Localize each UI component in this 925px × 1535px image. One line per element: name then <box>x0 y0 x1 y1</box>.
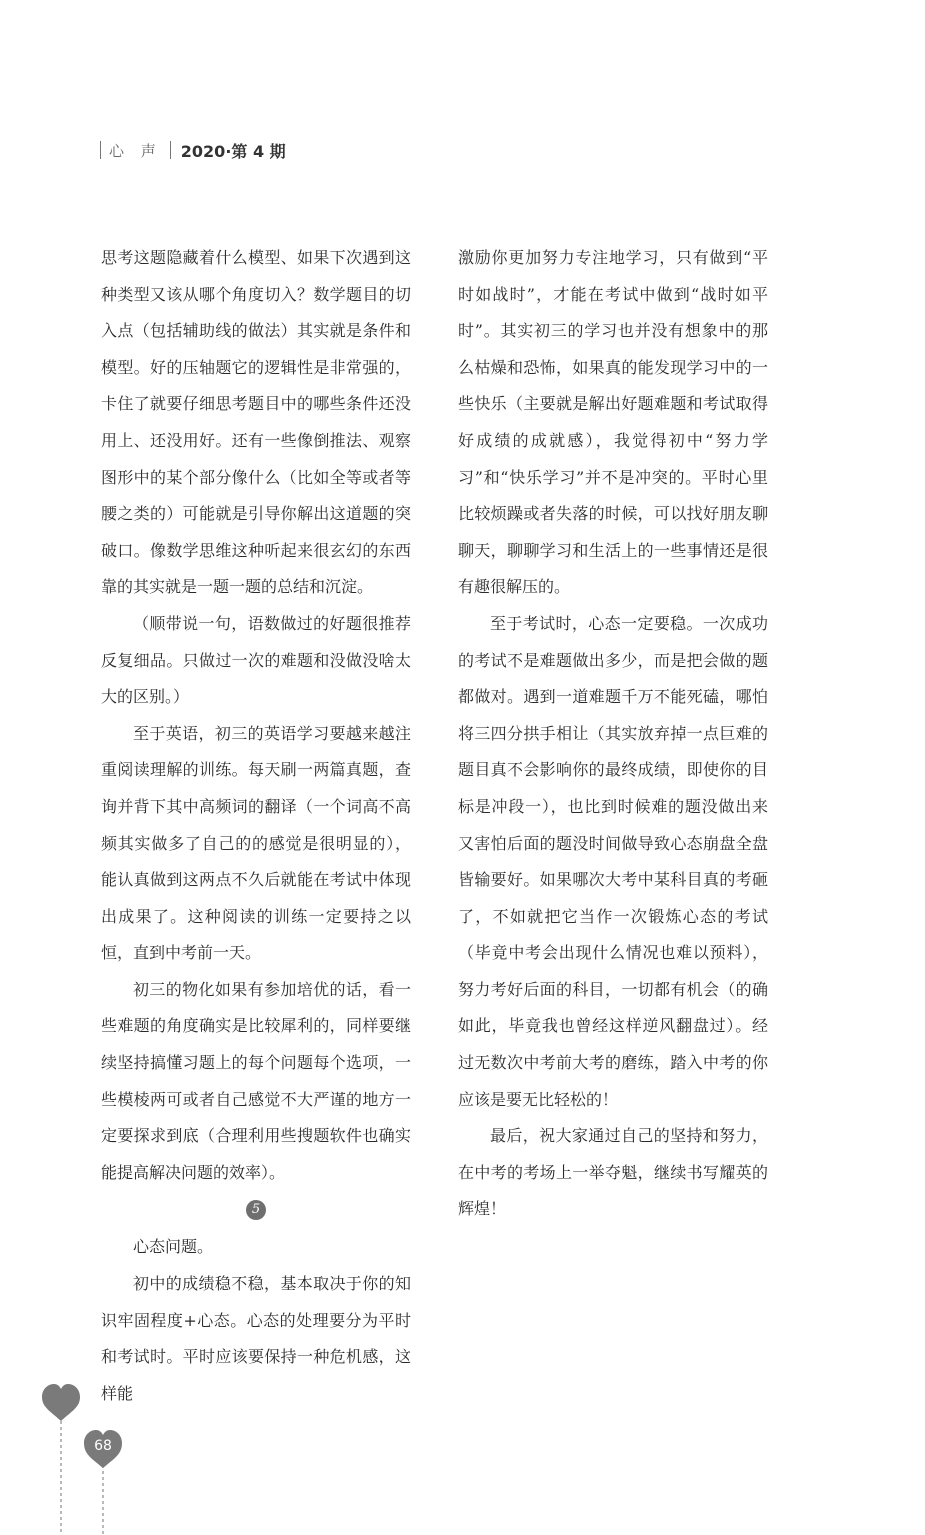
page-number: 68 <box>94 1438 112 1454</box>
section-number-badge: 5 <box>246 1200 266 1220</box>
heart-icon <box>42 1384 80 1421</box>
header-divider-right <box>170 141 171 159</box>
heart-decoration <box>0 1375 160 1535</box>
left-column <box>101 240 411 1412</box>
section-heading: 心态问题。 <box>133 1237 214 1257</box>
body-paragraph: 至于英语，初三的英语学习要越来越注重阅读理解的训练。每天刷一两篇真题，查询并背下其中高频词的翻译（一个词高不高频其实做多了自己的的感觉是很明显的），能认真做到这两点不久后就能在考试中体现出成果了。这种阅读的训练一定要持之以恒，直到中考前一天。 <box>101 723 411 963</box>
body-paragraph: 最后，祝大家通过自己的坚持和努力，在中考的考场上一举夺魁，继续书写耀英的辉煌！ <box>458 1126 768 1219</box>
body-paragraph: （顺带说一句，语数做过的好题很推荐反复细品。只做过一次的难题和没做没啥太大的区别。） <box>101 613 411 707</box>
body-paragraph: 思考这题隐藏着什么模型、如果下次遇到这种类型又该从哪个角度切入？数学题目的切入点（包括辅助线的做法）其实就是条件和模型。好的压轴题它的逻辑性是非常强的，卡住了就要仔细思考题目中的哪些条件还没用上、还没用好。还有一些像倒推法、观察图形中的某个部分像什么（比如全等或者等腰之类的）可能就是引导你解出这道题的突破口。像数学思维这种听起来很玄幻的东西靠的其实就是一题一题的总结和沉淀。 <box>101 248 411 597</box>
right-column <box>458 240 768 1228</box>
body-paragraph: 初三的物化如果有参加培优的话，看一些难题的角度确实是比较犀利的，同样要继续坚持搞懂习题上的每个问题每个选项，一些模棱两可或者自己感觉不大严谨的地方一定要探求到底（合理利用些搜题软件也确实能提高解决问题的效率）。 <box>101 979 411 1182</box>
body-paragraph: 初中的成绩稳不稳，基本取决于你的知识牢固程度+心态。心态的处理要分为平时和考试时。平时应该要保持一种危机感，这样能 <box>101 1274 411 1403</box>
body-paragraph: 激励你更加努力专注地学习，只有做到“平时如战时”，才能在考试中做到“战时如平时”。其实初三的学习也并没有想象中的那么枯燥和恐怖，如果真的能发现学习中的一些快乐（主要就是解出好题难题和考试取得好成绩的成就感），我觉得初中“努力学习”和“快乐学习”并不是冲突的。平时心里比较烦躁或者失落的时候，可以找好朋友聊聊天，聊聊学习和生活上的一些事情还是很有趣很解压的。 <box>458 248 768 597</box>
section-marker <box>101 1191 411 1229</box>
body-paragraph: 至于考试时，心态一定要稳。一次成功的考试不是难题做出多少，而是把会做的题都做对。遇到一道难题千万不能死磕，哪怕将三四分拱手相让（其实放弃掉一点巨难的题目真不会影响你的最终成绩，即使你的目标是冲段一），也比到时候难的题没做出来又害怕后面的题没时间做导致心态崩盘全盘皆输要好。如果哪次大考中某科目真的考砸了，不如就把它当作一次锻炼心态的考试（毕竟中考会出现什么情况也难以预料），努力考好后面的科目，一切都有机会（的确如此，毕竟我也曾经这样逆风翻盘过）。经过无数次中考前大考的磨练，踏入中考的你应该是要无比轻松的！ <box>458 613 768 1109</box>
header-divider-left <box>100 141 101 159</box>
section-name: 心 声 <box>109 141 162 160</box>
running-header <box>100 138 286 162</box>
issue-label: 2020·第 4 期 <box>180 141 286 161</box>
